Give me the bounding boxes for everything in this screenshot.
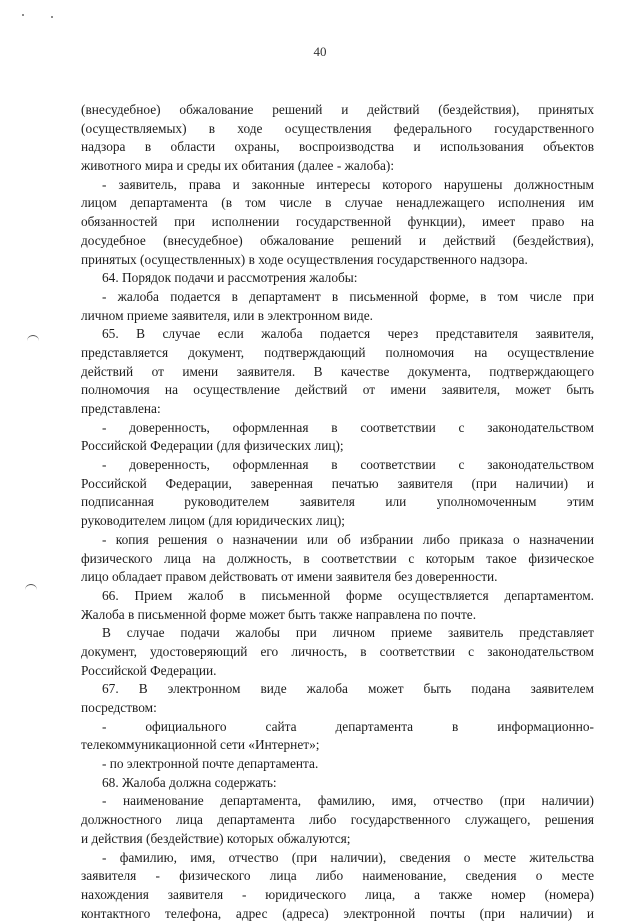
text-line: Российской Федерации, заверенная печатью заявителя (при наличии) и — [81, 475, 594, 491]
text-line: 64. Порядок подачи и рассмотрения жалобы: — [102, 270, 358, 286]
text-line: представлена: — [81, 401, 161, 416]
text-line: (осуществляемых) в ходе осуществления федерального государственного — [81, 120, 594, 136]
text-line: досудебное (внесудебное) обжалование решений и действий (бездействия), — [81, 232, 594, 248]
scan-speck — [51, 16, 53, 18]
text-line: руководителем лицом (для юридических лиц); — [81, 513, 346, 529]
scan-speck — [22, 14, 24, 16]
text-line: принятых (осуществленных) в ходе осуществления государственного надзора. — [81, 251, 528, 267]
text-line: - по электронной почте департамента. — [102, 756, 319, 772]
text-line: подписанная руководителем заявителя или уполномоченным этим — [81, 494, 594, 510]
page-number: 40 — [313, 44, 327, 59]
text-line: нахождения заявителя - юридического лица, а также номер (номера) — [81, 886, 594, 902]
text-line: физического лица на должность, в соответствии с которым такое физическое — [81, 550, 594, 566]
text-line: - фамилию, имя, отчество (при наличии), сведения о месте жительства — [102, 849, 594, 865]
text-line: Российской Федерации. — [81, 662, 217, 678]
text-line: Жалоба в письменной форме может быть также направлена по почте. — [81, 606, 477, 622]
text-line: документ, удостоверяющий его личность, в соответствии с законодательством — [81, 643, 594, 659]
text-line: - жалоба подается в департамент в письменной форме, в том числе при — [102, 288, 594, 304]
text-line: - наименование департамента, фамилию, имя, отчество (при наличии) — [102, 793, 594, 809]
text-line: Российской Федерации (для физических лиц); — [81, 438, 344, 454]
hole-punch-mark — [25, 584, 37, 590]
text-line: представляется документ, подтверждающий полномочия на осуществление — [81, 344, 594, 360]
text-line: 67. В электронном виде жалоба может быть подана заявителем — [102, 681, 594, 697]
text-line: надзора в области охраны, воспроизводства и использования объектов — [81, 139, 594, 155]
text-line: животного мира и среды их обитания (далее - жалоба): — [81, 158, 395, 174]
text-line: - заявитель, права и законные интересы которого нарушены должностным — [102, 176, 594, 192]
text-line: лицом департамента (в том числе в случае ненадлежащего исполнения им — [81, 195, 594, 211]
text-line: личном приеме заявителя, или в электронном виде. — [81, 307, 374, 323]
text-line: - доверенность, оформленная в соответствии с законодательством — [102, 457, 594, 473]
document-body — [81, 101, 594, 923]
text-line: - копия решения о назначении или об избрании либо приказа о назначении — [102, 531, 594, 547]
text-line: посредством: — [81, 700, 157, 715]
text-line: заявителя - физического лица либо наименование, сведения о месте — [81, 868, 594, 884]
text-line: 66. Прием жалоб в письменной форме осуществляется департаментом. — [102, 587, 594, 603]
text-line: обязанностей при исполнении государственной функции), имеет право на — [81, 214, 594, 230]
hole-punch-mark — [27, 335, 39, 341]
text-line: и действия (бездействие) которых обжалуются; — [81, 830, 351, 846]
text-line: контактного телефона, адрес (адреса) электронной почты (при наличии) и — [81, 905, 594, 921]
text-line: должностного лица департамента либо государственного служащего, решения — [81, 812, 594, 828]
text-line: (внесудебное) обжалование решений и действий (бездействия), принятых — [81, 102, 594, 117]
text-line: 68. Жалоба должна содержать: — [102, 774, 277, 790]
text-line: В случае подачи жалобы при личном приеме заявитель представляет — [102, 625, 594, 641]
text-line: 65. В случае если жалоба подается через представителя заявителя, — [102, 326, 594, 342]
text-line: лицо обладает правом действовать от имени заявителя без доверенности. — [81, 569, 498, 585]
text-line: телекоммуникационной сети «Интернет»; — [81, 737, 320, 753]
text-line: действий от имени заявителя. В качестве документа, подтверждающего — [81, 363, 594, 379]
text-line: - доверенность, оформленная в соответствии с законодательством — [102, 419, 594, 435]
text-line: полномочия на осуществление действий от имени заявителя, может быть — [81, 382, 594, 398]
text-line: - официального сайта департамента в информационно- — [102, 718, 594, 734]
